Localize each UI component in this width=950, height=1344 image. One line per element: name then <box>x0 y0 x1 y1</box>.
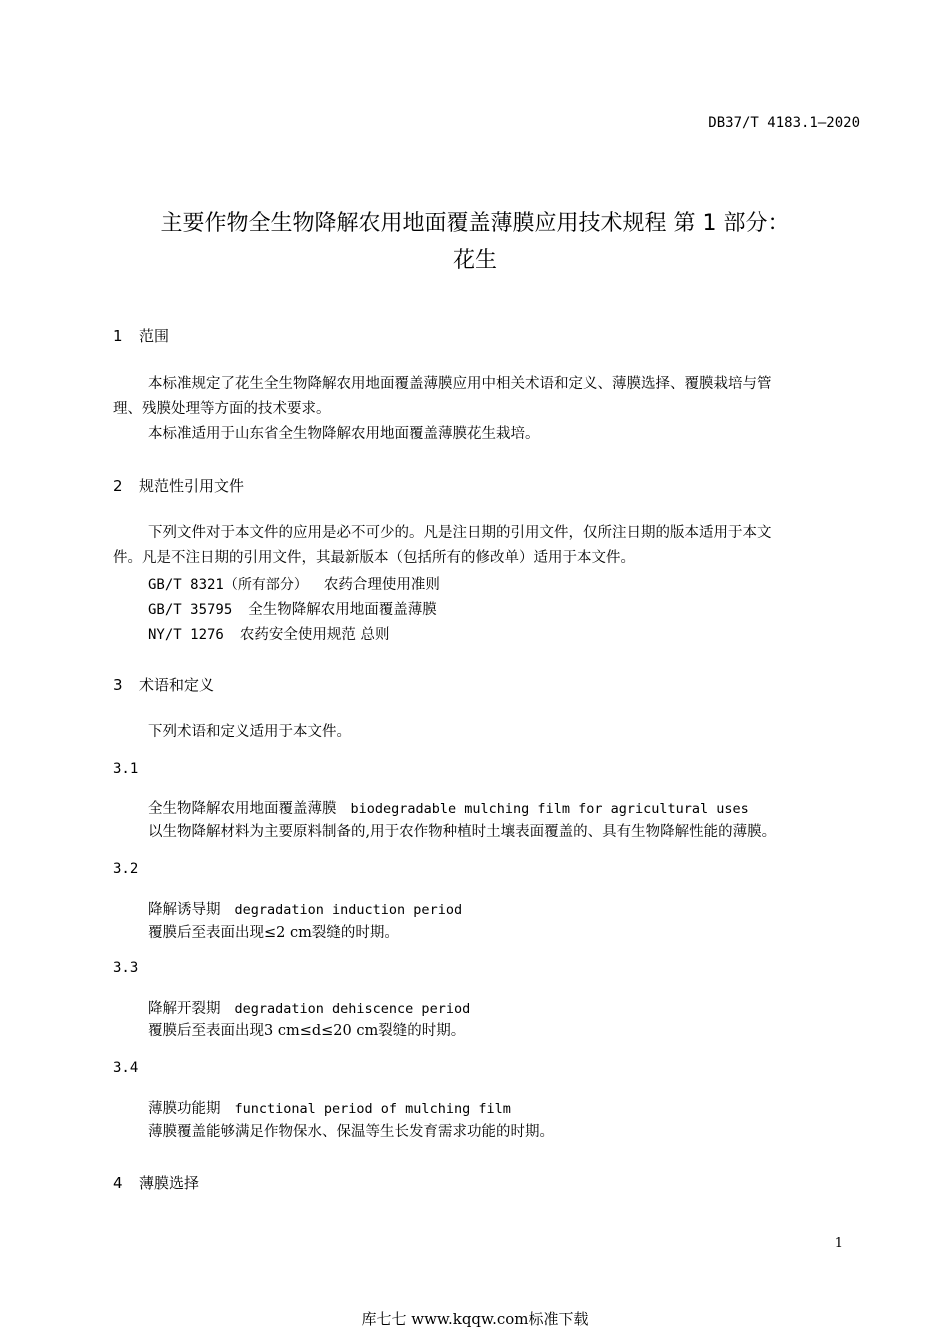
reference-title: 农药安全使用规范 总则 <box>239 627 390 643</box>
normative-reference <box>148 598 437 619</box>
normative-reference <box>148 573 440 594</box>
section-4-heading <box>113 1172 199 1193</box>
reference-code: GB/T 8321（所有部分） <box>148 577 308 593</box>
footer-watermark[interactable]: 库七七 www.kqqw.com标准下载 <box>361 1310 589 1328</box>
section-1-paragraph-2: 本标准适用于山东省全生物降解农用地面覆盖薄膜花生栽培。 <box>148 426 540 442</box>
term-definition: 以生物降解材料为主要原料制备的,用于农作物种植时土壤表面覆盖的、具有生物降解性能的薄膜。 <box>148 824 777 840</box>
term-definition: 薄膜覆盖能够满足作物保水、保温等生长发育需求功能的时期。 <box>148 1124 554 1140</box>
section-3-heading <box>113 674 214 695</box>
term-number: 3.4 <box>113 1060 139 1076</box>
term-name-en: degradation dehiscence period <box>234 1001 471 1017</box>
term-name-en: functional period of mulching film <box>234 1101 511 1117</box>
section-2-paragraph-line1: 下列文件对于本文件的应用是必不可少的。凡是注日期的引用文件，仅所注日期的版本适用于本文 <box>148 525 772 541</box>
reference-code: NY/T 1276 <box>148 627 224 643</box>
term-name-zh: 全生物降解农用地面覆盖薄膜 <box>148 801 337 817</box>
term-definition: 覆膜后至表面出现3 cm≤d≤20 cm裂缝的时期。 <box>148 1023 466 1039</box>
term-number: 3.3 <box>113 960 139 976</box>
document-number: DB37/T 4183.1—2020 <box>708 115 860 131</box>
term-heading <box>148 797 749 818</box>
term-name-zh: 降解诱导期 <box>148 902 221 918</box>
section-1-paragraph-1-line2: 理、残膜处理等方面的技术要求。 <box>113 401 331 417</box>
section-title: 薄膜选择 <box>139 1174 200 1192</box>
reference-title: 全生物降解农用地面覆盖薄膜 <box>248 602 437 618</box>
page-number: 1 <box>834 1236 843 1251</box>
term-heading <box>148 1097 511 1118</box>
section-number: 2 <box>113 477 123 495</box>
section-title: 规范性引用文件 <box>139 477 245 495</box>
term-definition: 覆膜后至表面出现≤2 cm裂缝的时期。 <box>148 925 399 941</box>
document-title-line1: 主要作物全生物降解农用地面覆盖薄膜应用技术规程 第 1 部分： <box>160 211 790 236</box>
term-name-zh: 薄膜功能期 <box>148 1101 221 1117</box>
section-number: 3 <box>113 676 123 694</box>
section-3-intro: 下列术语和定义适用于本文件。 <box>148 724 351 740</box>
section-2-heading <box>113 475 244 496</box>
section-title: 范围 <box>139 327 170 345</box>
reference-code: GB/T 35795 <box>148 602 233 618</box>
term-number: 3.1 <box>113 761 139 777</box>
term-name-zh: 降解开裂期 <box>148 1001 221 1017</box>
reference-title: 农药合理使用准则 <box>323 577 440 593</box>
normative-reference <box>148 623 389 644</box>
document-title-line2: 花生 <box>452 248 497 273</box>
section-1-heading <box>113 325 169 346</box>
term-heading <box>148 898 462 919</box>
term-number: 3.2 <box>113 861 139 877</box>
section-number: 4 <box>113 1174 123 1192</box>
term-heading <box>148 997 470 1018</box>
section-1-paragraph-1-line1: 本标准规定了花生全生物降解农用地面覆盖薄膜应用中相关术语和定义、薄膜选择、覆膜栽培与管 <box>148 376 772 392</box>
term-name-en: biodegradable mulching film for agricultural uses <box>350 801 749 817</box>
section-title: 术语和定义 <box>139 676 215 694</box>
section-2-paragraph-line2: 件。凡是不注日期的引用文件，其最新版本（包括所有的修改单）适用于本文件。 <box>113 550 635 566</box>
term-name-en: degradation induction period <box>234 902 463 918</box>
section-number: 1 <box>113 327 123 345</box>
